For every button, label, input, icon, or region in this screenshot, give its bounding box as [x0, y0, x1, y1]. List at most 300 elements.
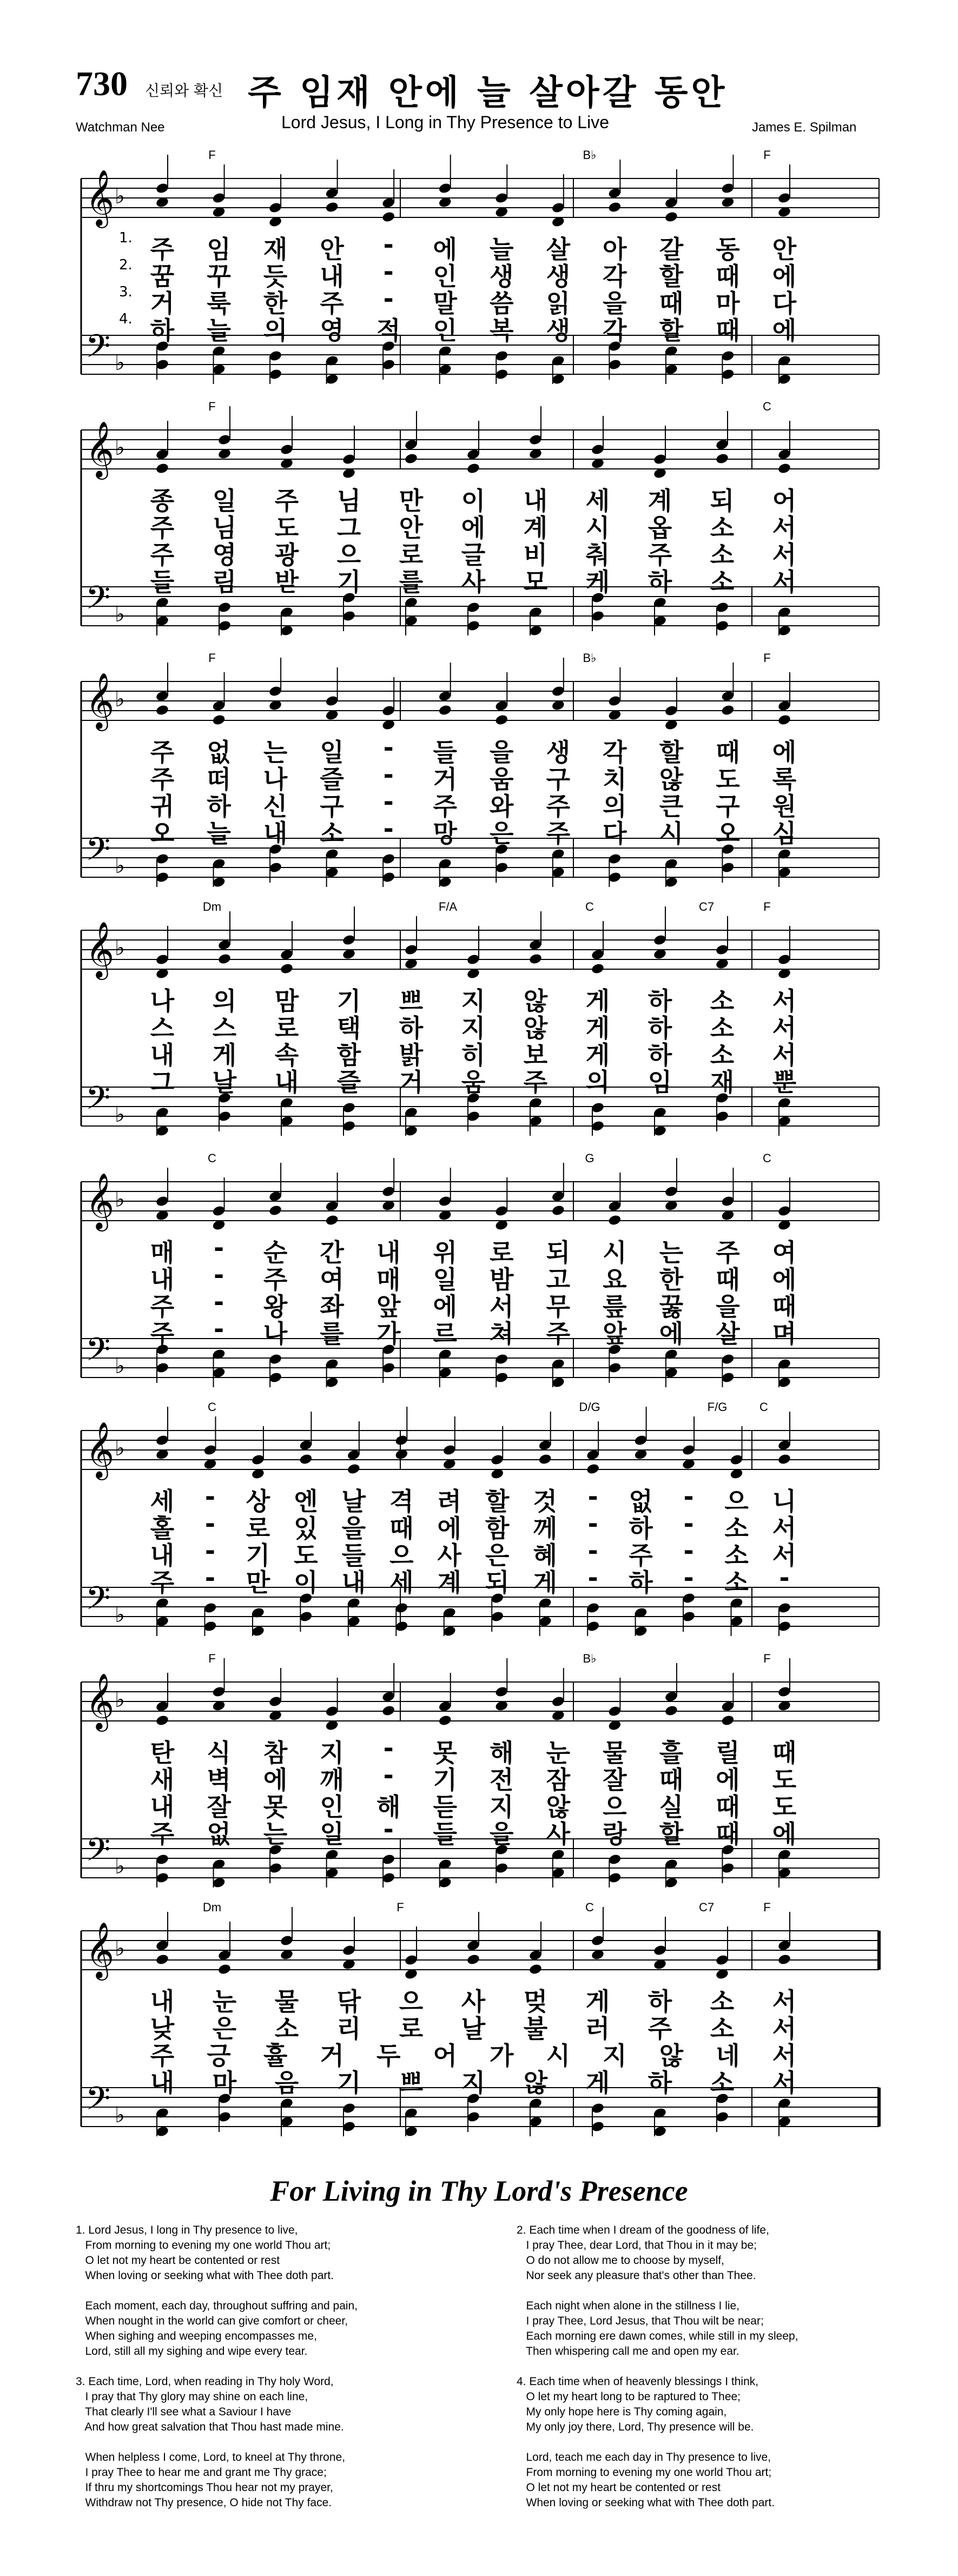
lyric-syllable: 밝: [399, 1041, 424, 1070]
lyric-syllable: 서: [772, 2068, 797, 2097]
lyric-syllable: 기: [336, 986, 361, 1016]
bass-clef-icon: 𝄢: [85, 579, 111, 624]
poem-line: O let not my heart be contented or rest: [517, 2481, 721, 2494]
lyric-syllable: 소: [710, 1041, 735, 1070]
lyric-syllable: 눈: [546, 1738, 571, 1767]
chord-symbol: F: [208, 148, 216, 162]
lyric-syllable: -: [213, 1260, 224, 1289]
lyric-syllable: 어: [433, 2041, 457, 2070]
lyric-syllable: 때: [716, 262, 740, 291]
flat-icon: ♭: [115, 1102, 125, 1127]
lyric-syllable: 사: [461, 567, 486, 597]
chord-symbol: C7: [698, 1900, 715, 1914]
lyric-line: [0, 814, 958, 846]
lyric-syllable: 종: [150, 486, 175, 515]
lyric-syllable: 시: [585, 513, 610, 542]
lyric-syllable: 말: [433, 289, 457, 318]
lyric-syllable: 로: [246, 1514, 270, 1543]
lyric-syllable: -: [383, 1815, 394, 1844]
lyric-syllable: 즐: [336, 1068, 361, 1097]
chord-symbol: F: [208, 651, 216, 665]
bass-clef-icon: 𝄢: [85, 1579, 111, 1625]
lyric-syllable: 영: [320, 316, 344, 345]
lyric-syllable: 듣: [433, 1792, 457, 1822]
lyric-syllable: -: [683, 1482, 694, 1511]
lyric-syllable: 일: [433, 1265, 457, 1294]
chord-symbol: F: [397, 1900, 404, 1914]
lyric-syllable: 에: [772, 1265, 797, 1294]
lyric-syllable: 영: [212, 540, 237, 569]
lyric-syllable: 홀: [150, 1514, 175, 1543]
lyric-syllable: 불: [523, 2014, 548, 2043]
flat-icon: ♭: [115, 2103, 125, 2128]
chord-symbol: C7: [698, 900, 715, 913]
lyric-syllable: 네: [716, 2041, 740, 2070]
lyric-syllable: -: [383, 814, 394, 843]
lyric-syllable: 눈: [212, 1987, 237, 2016]
lyric-syllable: 임: [648, 1068, 672, 1097]
lyric-syllable: 소: [724, 1568, 749, 1597]
chord-symbol: F: [763, 148, 771, 162]
lyric-syllable: 잘: [603, 1765, 627, 1794]
lyric-syllable: -: [213, 1233, 224, 1262]
lyric-syllable: 만: [399, 486, 424, 515]
lyric-syllable: 잠: [546, 1765, 571, 1794]
lyric-syllable: 않: [659, 765, 684, 794]
lyric-syllable: 옵: [648, 513, 672, 542]
lyric-syllable: 적: [376, 316, 401, 345]
lyric-syllable: 내: [150, 2068, 175, 2097]
lyric-syllable: 계: [523, 513, 548, 542]
lyric-syllable: 가: [376, 1319, 401, 1348]
lyric-syllable: 구: [546, 765, 571, 794]
lyric-syllable: 긍: [207, 2041, 231, 2070]
lyric-syllable: 주: [150, 1319, 175, 1348]
lyric-syllable: 려: [437, 1487, 461, 1516]
chord-symbol: F/G: [707, 1400, 728, 1414]
poem-line: From morning to evening my one world Thou art;: [76, 2239, 331, 2251]
poem-line: My only joy there, Lord, Thy presence will be.: [517, 2421, 754, 2433]
flat-icon: ♭: [115, 1936, 125, 1961]
lyric-syllable: 에: [772, 1819, 797, 1849]
lyric-syllable: 내: [523, 486, 548, 515]
lyric-syllable: 서: [772, 2014, 797, 2043]
lyric-syllable: 때: [716, 1819, 740, 1849]
lyric-syllable: 시: [546, 2041, 571, 2070]
lyric-syllable: 깨: [320, 1765, 344, 1794]
lyric-syllable: 신: [263, 792, 288, 821]
treble-clef-icon: 𝄞: [85, 672, 115, 729]
lyric-syllable: 주: [648, 540, 672, 569]
lyric-syllable: 주: [546, 792, 571, 821]
score-system: [0, 135, 958, 384]
lyric-syllable: 하: [648, 2068, 672, 2097]
lyric-syllable: 소: [710, 2068, 735, 2097]
lyric-syllable: 다: [603, 819, 627, 848]
lyric-syllable: 않: [523, 1014, 548, 1043]
lyric-syllable: 주: [150, 540, 175, 569]
lyric-syllable: -: [683, 1509, 694, 1538]
lyric-syllable: 간: [320, 1238, 344, 1267]
lyric-syllable: 흘: [659, 1738, 684, 1767]
lyric-syllable: 로: [399, 2014, 424, 2043]
lyric-syllable: 새: [150, 1765, 175, 1794]
lyric-syllable: 내: [150, 1792, 175, 1822]
poem-line: 2. Each time when I dream of the goodness of life,: [517, 2224, 769, 2236]
chord-symbol: B♭: [583, 148, 597, 162]
lyric-syllable: 글: [461, 540, 486, 569]
lyric-syllable: 며: [772, 1319, 797, 1348]
flat-icon: ♭: [115, 350, 125, 375]
lyric-syllable: 내: [341, 1568, 366, 1597]
lyric-syllable: 늘: [207, 819, 231, 848]
lyric-syllable: 서: [772, 513, 797, 542]
lyric-syllable: 도: [716, 765, 740, 794]
lyric-syllable: 은: [485, 1541, 510, 1570]
lyric-syllable: 혜: [533, 1541, 557, 1570]
lyric-syllable: 주: [716, 1238, 740, 1267]
lyric-syllable: 되: [485, 1568, 510, 1597]
lyric-syllable: 소: [710, 1987, 735, 2016]
lyric-syllable: 앞: [376, 1292, 401, 1321]
lyric-syllable: 매: [150, 1238, 175, 1267]
poem-line: My only hope here is Thy coming again,: [517, 2406, 727, 2418]
lyric-syllable: 들: [341, 1541, 366, 1570]
lyric-syllable: 듯: [263, 262, 288, 291]
lyric-syllable: 일: [212, 486, 237, 515]
flat-icon: ♭: [115, 184, 125, 209]
treble-clef-icon: 𝄞: [85, 921, 115, 978]
lyric-syllable: 하: [629, 1514, 653, 1543]
lyric-syllable: 움: [490, 765, 514, 794]
lyric-syllable: -: [779, 1563, 790, 1592]
lyric-syllable: 멎: [523, 1987, 548, 2016]
lyric-syllable: 를: [399, 567, 424, 597]
lyric-syllable: 실: [659, 1792, 684, 1822]
lyric-syllable: 으: [389, 1541, 414, 1570]
lyric-syllable: 소: [710, 540, 735, 569]
flat-icon: ♭: [115, 1187, 125, 1212]
hymn-category: 신뢰와 확신: [145, 82, 223, 100]
poem-line: If thru my shortcomings Thou hear not my prayer,: [76, 2481, 333, 2494]
flat-icon: ♭: [115, 1854, 125, 1879]
lyric-syllable: 은: [490, 819, 514, 848]
hymn-author: Watchman Nee: [76, 120, 165, 135]
lyric-syllable: 아: [603, 235, 627, 264]
chord-symbol: C: [585, 1900, 594, 1914]
lyric-syllable: 귀: [150, 792, 175, 821]
lyric-syllable: 없: [629, 1487, 653, 1516]
chord-symbol: F: [763, 900, 771, 913]
poem-line: From morning to evening my one world Thou art;: [517, 2466, 772, 2479]
lyric-syllable: -: [383, 760, 394, 789]
lyric-syllable: 주: [433, 792, 457, 821]
lyric-syllable: 때: [716, 1265, 740, 1294]
lyric-syllable: 원: [772, 792, 797, 821]
lyric-syllable: 서: [772, 1987, 797, 2016]
poem-line: O let not my heart be contented or rest: [76, 2254, 280, 2267]
poem-line: Lord, teach me each day in Thy presence to live,: [517, 2451, 771, 2464]
lyric-line: [0, 1063, 958, 1095]
chord-symbol: C: [759, 1400, 768, 1414]
lyric-syllable: 식: [207, 1738, 231, 1767]
lyric-syllable: 할: [659, 316, 684, 345]
lyric-syllable: 님: [212, 513, 237, 542]
lyric-syllable: 큰: [659, 792, 684, 821]
lyric-syllable: 택: [336, 1014, 361, 1043]
lyric-syllable: 소: [724, 1514, 749, 1543]
chord-symbol: F: [763, 1652, 771, 1665]
lyric-syllable: 않: [659, 2041, 684, 2070]
lyric-syllable: 도: [772, 1792, 797, 1822]
lyric-syllable: 로: [274, 1014, 299, 1043]
chord-symbol: C: [208, 1151, 216, 1165]
lyric-syllable: 서: [772, 1014, 797, 1043]
lyric-syllable: 오: [150, 819, 175, 848]
lyric-syllable: 림: [212, 567, 237, 597]
chord-symbol: F/A: [438, 900, 458, 913]
lyric-syllable: 하: [648, 1041, 672, 1070]
poem-line: Each morning ere dawn comes, while still in my sleep,: [517, 2330, 798, 2342]
lyric-syllable: 망: [433, 819, 457, 848]
lyric-syllable: 세: [150, 1487, 175, 1516]
lyric-syllable: 때: [716, 1792, 740, 1822]
lyric-syllable: 님: [336, 486, 361, 515]
lyric-syllable: 게: [585, 1014, 610, 1043]
lyric-syllable: 의: [212, 986, 237, 1016]
lyric-syllable: 씀: [490, 289, 514, 318]
lyric-syllable: -: [587, 1482, 598, 1511]
lyric-syllable: 기: [336, 2068, 361, 2097]
lyric-syllable: 순: [263, 1238, 288, 1267]
bass-clef-icon: 𝄢: [85, 1831, 111, 1876]
lyric-syllable: 지: [461, 986, 486, 1016]
lyric-syllable: 계: [437, 1568, 461, 1597]
lyric-syllable: 게: [533, 1568, 557, 1597]
lyric-syllable: 에: [433, 1292, 457, 1321]
flat-icon: ♭: [115, 853, 125, 878]
poem-line: Then whispering call me and open my ear.: [517, 2345, 739, 2358]
hymn-header: [0, 0, 958, 135]
lyric-syllable: 들: [433, 1819, 457, 1849]
lyric-syllable: 할: [659, 1819, 684, 1849]
lyric-syllable: 에: [716, 1765, 740, 1794]
lyric-syllable: 임: [207, 235, 231, 264]
lyric-syllable: 지: [461, 1014, 486, 1043]
lyric-syllable: 도: [772, 1765, 797, 1794]
lyric-syllable: 물: [274, 1987, 299, 2016]
lyric-syllable: 되: [710, 486, 735, 515]
lyric-syllable: 거: [433, 765, 457, 794]
lyric-syllable: -: [383, 1733, 394, 1763]
bass-clef-icon: 𝄢: [85, 1330, 111, 1376]
lyric-syllable: -: [587, 1509, 598, 1538]
lyric-syllable: 뿐: [772, 1068, 797, 1097]
lyric-syllable: 으: [399, 1987, 424, 2016]
poem-right-column: [517, 2223, 798, 2511]
lyric-syllable: 벽: [207, 1765, 231, 1794]
lyric-syllable: 소: [710, 1014, 735, 1043]
lyric-syllable: -: [383, 230, 394, 259]
lyric-syllable: -: [204, 1482, 215, 1511]
lyric-syllable: 주: [150, 513, 175, 542]
lyric-syllable: 매: [376, 1265, 401, 1294]
lyric-syllable: 록: [772, 765, 797, 794]
lyric-syllable: 할: [659, 738, 684, 767]
lyric-syllable: 서: [772, 1041, 797, 1070]
lyric-syllable: 내: [150, 1041, 175, 1070]
lyric-syllable: 갈: [659, 235, 684, 264]
lyric-syllable: 하: [648, 986, 672, 1016]
lyric-syllable: 일: [320, 738, 344, 767]
lyric-syllable: 있: [294, 1514, 318, 1543]
lyric-syllable: -: [383, 733, 394, 762]
lyric-syllable: 으: [336, 540, 361, 569]
lyric-syllable: 으: [603, 1792, 627, 1822]
lyric-syllable: 을: [490, 738, 514, 767]
bass-clef-icon: 𝄢: [85, 1079, 111, 1124]
lyric-syllable: 두: [376, 2041, 401, 2070]
bass-clef-icon: 𝄢: [85, 2080, 111, 2125]
lyric-line: [0, 311, 958, 343]
lyric-syllable: 없: [207, 738, 231, 767]
lyric-syllable: 잘: [207, 1792, 231, 1822]
lyric-syllable: 가: [490, 2041, 514, 2070]
lyric-syllable: -: [683, 1536, 694, 1565]
lyric-syllable: 한: [659, 1265, 684, 1294]
poem-line: When loving or seeking what with Thee doth part.: [517, 2496, 775, 2509]
lyric-syllable: -: [383, 257, 394, 286]
poem-line: Each night when alone in the stillness I lie,: [517, 2300, 740, 2312]
chord-symbol: D/G: [579, 1400, 600, 1414]
lyric-syllable: 오: [716, 819, 740, 848]
chord-symbol: F: [208, 1652, 216, 1665]
flat-icon: ♭: [115, 1602, 125, 1627]
lyric-syllable: 왕: [263, 1292, 288, 1321]
lyric-syllable: -: [204, 1563, 215, 1592]
lyric-syllable: 인: [433, 262, 457, 291]
lyric-syllable: 기: [336, 567, 361, 597]
lyric-syllable: 의: [603, 792, 627, 821]
lyric-syllable: 히: [461, 1041, 486, 1070]
lyric-syllable: 룩: [207, 289, 231, 318]
lyric-syllable: 사: [546, 1819, 571, 1849]
verse-number: 3.: [119, 284, 133, 300]
poem-line: I pray Thee to hear me and grant me Thy grace;: [76, 2466, 327, 2479]
lyric-syllable: 구: [716, 792, 740, 821]
lyric-syllable: 그: [150, 1068, 175, 1097]
flat-icon: ♭: [115, 1687, 125, 1712]
hymn-number: 730: [76, 64, 128, 103]
lyric-syllable: 에: [772, 316, 797, 345]
lyric-syllable: 주: [523, 1068, 548, 1097]
lyric-syllable: 되: [546, 1238, 571, 1267]
chord-symbol: B♭: [583, 651, 597, 665]
lyric-syllable: 주: [629, 1541, 653, 1570]
lyric-syllable: 지: [603, 2041, 627, 2070]
lyric-syllable: 소: [710, 567, 735, 597]
lyric-syllable: 을: [490, 1819, 514, 1849]
lyric-syllable: 주: [274, 486, 299, 515]
lyric-syllable: 르: [433, 1319, 457, 1348]
lyric-syllable: 동: [716, 235, 740, 264]
lyric-syllable: 주: [150, 1568, 175, 1597]
poem-subtitle: For Living in Thy Lord's Presence: [270, 2175, 688, 2207]
lyric-syllable: 를: [320, 1319, 344, 1348]
lyric-syllable: 만: [246, 1568, 270, 1597]
lyric-syllable: 마: [716, 289, 740, 318]
lyric-syllable: 주: [546, 1319, 571, 1348]
lyric-syllable: 소: [710, 2014, 735, 2043]
lyric-syllable: 하: [399, 1014, 424, 1043]
flat-icon: ♭: [115, 602, 125, 627]
hymn-title-korean: 주 임재 안에 늘 살아갈 동안: [248, 73, 728, 113]
lyric-syllable: 할: [659, 262, 684, 291]
lyric-syllable: 기: [433, 1765, 457, 1794]
poem-line: Withdraw not Thy presence, O hide not Thy face.: [76, 2496, 332, 2509]
lyric-syllable: 리: [336, 2014, 361, 2043]
lyric-syllable: 않: [546, 1792, 571, 1822]
lyric-syllable: 보: [523, 1041, 548, 1070]
lyric-syllable: 세: [389, 1568, 414, 1597]
bass-clef-icon: 𝄢: [85, 327, 111, 373]
lyric-syllable: 로: [490, 1238, 514, 1267]
lyric-syllable: 는: [659, 1238, 684, 1267]
lyric-syllable: 에: [263, 1765, 288, 1794]
poem-line: I pray Thee, Lord Jesus, that Thou wilt be near;: [517, 2315, 764, 2327]
verse-number: 2.: [119, 257, 133, 273]
lyric-syllable: 참: [263, 1738, 288, 1767]
lyric-syllable: 쁘: [399, 2068, 424, 2097]
lyric-syllable: 게: [212, 1041, 237, 1070]
lyric-syllable: 해: [376, 1792, 401, 1822]
lyric-syllable: 나: [150, 986, 175, 1016]
lyric-syllable: 위: [433, 1238, 457, 1267]
lyric-syllable: 지: [461, 2068, 486, 2097]
lyric-syllable: 게: [585, 2068, 610, 2097]
lyric-syllable: 받: [274, 567, 299, 597]
lyric-syllable: 꾸: [207, 262, 231, 291]
lyric-syllable: 재: [710, 1068, 735, 1097]
lyric-syllable: 에: [659, 1319, 684, 1348]
lyric-syllable: 내: [320, 262, 344, 291]
lyric-syllable: 닦: [336, 1987, 361, 2016]
lyric-syllable: 맘: [274, 986, 299, 1016]
lyric-syllable: 여: [320, 1265, 344, 1294]
lyric-syllable: 내: [274, 1068, 299, 1097]
lyric-syllable: 와: [490, 792, 514, 821]
chord-symbol: B♭: [583, 1652, 597, 1665]
lyric-syllable: -: [383, 1760, 394, 1790]
flat-icon: ♭: [115, 435, 125, 460]
hymn-title-english: Lord Jesus, I Long in Thy Presence to Live: [281, 112, 609, 132]
lyric-syllable: 함: [336, 1041, 361, 1070]
lyric-syllable: 주: [320, 289, 344, 318]
lyric-syllable: 각: [603, 262, 627, 291]
lyric-syllable: 안: [772, 235, 797, 264]
lyric-syllable: -: [383, 284, 394, 313]
lyric-line: [0, 1563, 958, 1595]
lyric-syllable: 꿇: [659, 1292, 684, 1321]
lyric-syllable: 한: [263, 289, 288, 318]
poem-line: And how great salvation that Thou hast made mine.: [76, 2421, 344, 2433]
lyric-syllable: 좌: [320, 1292, 344, 1321]
lyric-syllable: 비: [523, 540, 548, 569]
lyric-syllable: 인: [320, 1792, 344, 1822]
lyric-syllable: 의: [585, 1068, 610, 1097]
lyric-syllable: 사: [461, 1987, 486, 2016]
score-system: [0, 387, 958, 635]
